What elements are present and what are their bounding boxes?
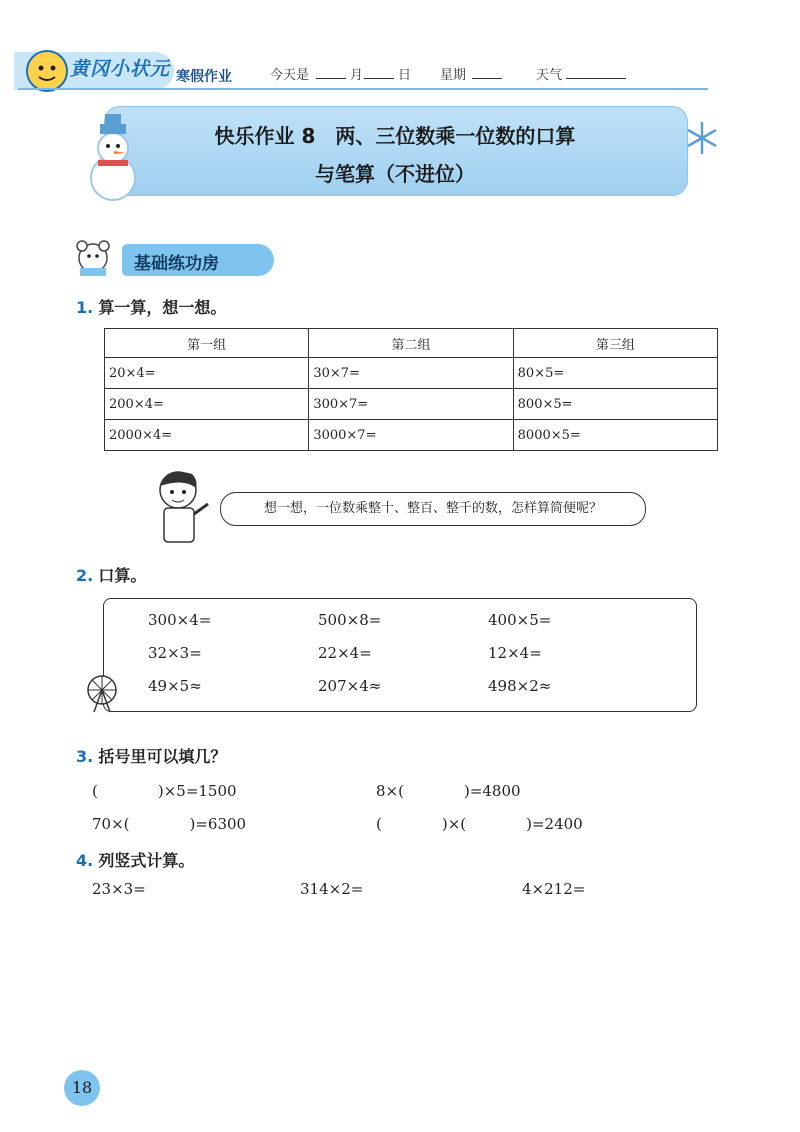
table-header: 第一组	[105, 329, 309, 358]
table-cell: 800×5=	[513, 389, 717, 420]
calc-item: 400×5=	[488, 611, 552, 629]
page-number: 18	[64, 1070, 100, 1106]
vertical-calc-item: 23×3=	[92, 880, 146, 898]
header-divider	[18, 88, 708, 90]
title-line-1: 快乐作业 8 两、三位数乘一位数的口算	[214, 124, 576, 148]
vertical-calc-item: 4×212=	[522, 880, 586, 898]
table-header-row	[105, 329, 718, 358]
table-cell: 3000×7=	[309, 420, 513, 451]
hint-bubble: 想一想，一位数乘整十、整百、整千的数，怎样算简便呢？	[220, 492, 646, 526]
snowflake-icon	[684, 120, 720, 156]
table-cell: 8000×5=	[513, 420, 717, 451]
calc-item: 49×5≈	[148, 677, 202, 695]
calc-item: 22×4=	[318, 644, 372, 662]
q1-text: 算一算，想一想。	[98, 298, 227, 317]
table-header: 第二组	[309, 329, 513, 358]
q3-number: 3.	[76, 747, 94, 766]
calc-item: 207×4≈	[318, 677, 382, 695]
brand-name: 黄冈小状元	[70, 58, 171, 80]
q3-text: 括号里可以填几？	[98, 747, 227, 766]
calc-item: 498×2≈	[488, 677, 552, 695]
table-header: 第三组	[513, 329, 717, 358]
fill-blank-item: 8×( )=4800	[376, 782, 521, 800]
ferris-wheel-icon	[82, 672, 122, 716]
day-blank	[364, 64, 394, 79]
table-row	[105, 389, 718, 420]
table-cell: 30×7=	[309, 358, 513, 389]
q4-text: 列竖式计算。	[98, 851, 195, 870]
title-line-2: 与笔算（不进位）	[315, 162, 475, 186]
weather-blank	[566, 64, 626, 79]
q4-number: 4.	[76, 851, 94, 870]
boy-icon	[148, 466, 214, 546]
fill-blank-item: ( )×( )=2400	[376, 815, 583, 833]
table-cell: 300×7=	[309, 389, 513, 420]
weekday-blank	[472, 64, 502, 79]
vertical-calc-item: 314×2=	[300, 880, 364, 898]
date-month-label: 月	[350, 68, 364, 83]
table-cell: 80×5=	[513, 358, 717, 389]
table-row	[105, 420, 718, 451]
weekday-label: 星期	[440, 68, 467, 83]
month-blank	[316, 64, 346, 79]
q1-number: 1.	[76, 298, 94, 317]
table-cell: 20×4=	[105, 358, 309, 389]
table-cell: 200×4=	[105, 389, 309, 420]
brand-subtitle: 寒假作业	[176, 69, 232, 85]
fill-blank-item: ( )×5=1500	[92, 782, 237, 800]
q2-number: 2.	[76, 566, 94, 585]
date-day-label: 日	[398, 68, 412, 83]
q1-table	[104, 328, 718, 451]
date-today-label: 今天是	[270, 68, 310, 83]
calc-item: 32×3=	[148, 644, 202, 662]
q2-text: 口算。	[98, 566, 147, 585]
calc-item: 300×4=	[148, 611, 212, 629]
weather-label: 天气	[536, 68, 563, 83]
table-cell: 2000×4=	[105, 420, 309, 451]
fill-blank-item: 70×( )=6300	[92, 815, 247, 833]
table-row	[105, 358, 718, 389]
bear-icon	[68, 232, 118, 278]
calc-item: 12×4=	[488, 644, 542, 662]
section-label: 基础练功房	[134, 254, 219, 274]
calc-item: 500×8=	[318, 611, 382, 629]
